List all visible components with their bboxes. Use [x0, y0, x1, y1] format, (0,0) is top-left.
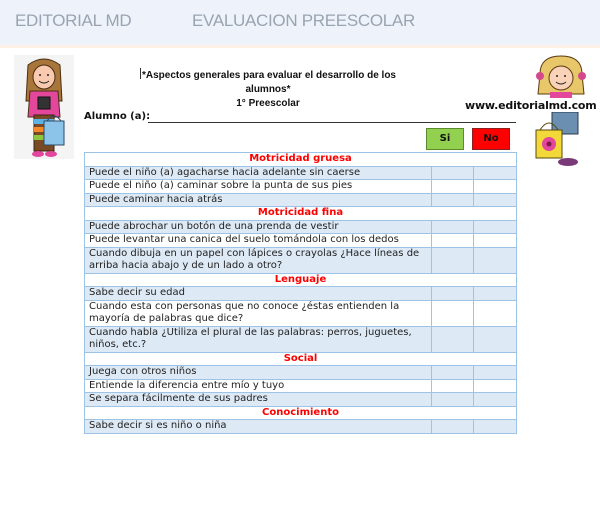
top-header-bar [0, 0, 600, 48]
no-check-cell[interactable] [474, 326, 517, 352]
table-row [85, 420, 517, 434]
question-cell: Cuando esta con personas que no conoce ¿éstas entienden la mayoría de palabras que dice? [85, 300, 432, 326]
student-name-label: Alumno (a): [84, 111, 151, 122]
question-cell: Cuando dibuja en un papel con lápices o crayolas ¿Hace líneas de arriba hacia abajo y de un lado a otro? [85, 247, 432, 273]
question-cell: Puede abrochar un botón de una prenda de vestir [85, 220, 432, 234]
question-cell: Puede caminar hacia atrás [85, 193, 432, 207]
table-row [85, 300, 517, 326]
yes-check-cell[interactable] [431, 234, 474, 248]
table-row [85, 326, 517, 352]
section-header-row [85, 273, 517, 287]
yes-check-cell[interactable] [431, 193, 474, 207]
yes-check-cell[interactable] [431, 366, 474, 380]
no-check-cell[interactable] [474, 166, 517, 180]
yes-check-cell[interactable] [431, 166, 474, 180]
yes-legend-box: Si [426, 128, 464, 150]
girl-with-bag-illustration [14, 55, 74, 159]
section-header-row [85, 352, 517, 366]
no-check-cell[interactable] [474, 300, 517, 326]
yes-check-cell[interactable] [431, 287, 474, 301]
yes-check-cell[interactable] [431, 247, 474, 273]
text-cursor [140, 68, 141, 79]
no-legend-box: No [472, 128, 510, 150]
website-label: www.editorialmd.com [465, 99, 597, 112]
no-check-cell[interactable] [474, 420, 517, 434]
no-check-cell[interactable] [474, 247, 517, 273]
no-check-cell[interactable] [474, 393, 517, 407]
document-title [128, 68, 408, 111]
evaluation-table [84, 152, 517, 434]
section-title-social: Social [85, 352, 517, 366]
section-title-lenguaje: Lenguaje [85, 273, 517, 287]
question-cell: Puede el niño (a) agacharse hacia adelante sin caerse [85, 166, 432, 180]
section-title-conocimiento: Conocimiento [85, 406, 517, 420]
question-cell: Entiende la diferencia entre mío y tuyo [85, 379, 432, 393]
section-header-row [85, 406, 517, 420]
no-check-cell[interactable] [474, 366, 517, 380]
title-line-1: *Aspectos generales para evaluar el desarrollo de los alumnos* [141, 70, 396, 95]
title-line-2: 1° Preescolar [236, 98, 300, 109]
yellow-bag-illustration [530, 112, 590, 170]
section-header-row [85, 153, 517, 167]
yes-check-cell[interactable] [431, 420, 474, 434]
no-check-cell[interactable] [474, 379, 517, 393]
yes-check-cell[interactable] [431, 180, 474, 194]
table-row [85, 180, 517, 194]
no-check-cell[interactable] [474, 193, 517, 207]
section-title-motricidad-gruesa: Motricidad gruesa [85, 153, 517, 167]
section-title-motricidad-fina: Motricidad fina [85, 207, 517, 221]
question-cell: Se separa fácilmente de sus padres [85, 393, 432, 407]
table-row [85, 287, 517, 301]
yes-check-cell[interactable] [431, 393, 474, 407]
yes-check-cell[interactable] [431, 326, 474, 352]
yes-check-cell[interactable] [431, 300, 474, 326]
brand-name: EDITORIAL MD [15, 11, 132, 30]
blonde-girl-illustration [534, 54, 588, 98]
table-row [85, 234, 517, 248]
table-row [85, 166, 517, 180]
question-cell: Sabe decir su edad [85, 287, 432, 301]
question-cell: Juega con otros niños [85, 366, 432, 380]
section-header-row [85, 207, 517, 221]
table-row [85, 193, 517, 207]
question-cell: Puede levantar una canica del suelo tomándola con los dedos [85, 234, 432, 248]
no-check-cell[interactable] [474, 234, 517, 248]
yes-check-cell[interactable] [431, 220, 474, 234]
yes-check-cell[interactable] [431, 379, 474, 393]
no-check-cell[interactable] [474, 220, 517, 234]
table-row [85, 220, 517, 234]
table-row [85, 366, 517, 380]
no-check-cell[interactable] [474, 180, 517, 194]
student-name-field[interactable] [148, 122, 516, 123]
table-row [85, 379, 517, 393]
page-title: EVALUACION PREESCOLAR [192, 11, 415, 30]
question-cell: Puede el niño (a) caminar sobre la punta de sus pies [85, 180, 432, 194]
table-row [85, 393, 517, 407]
table-row [85, 247, 517, 273]
question-cell: Sabe decir si es niño o niña [85, 420, 432, 434]
no-check-cell[interactable] [474, 287, 517, 301]
question-cell: Cuando habla ¿Utiliza el plural de las palabras: perros, juguetes, niños, etc.? [85, 326, 432, 352]
